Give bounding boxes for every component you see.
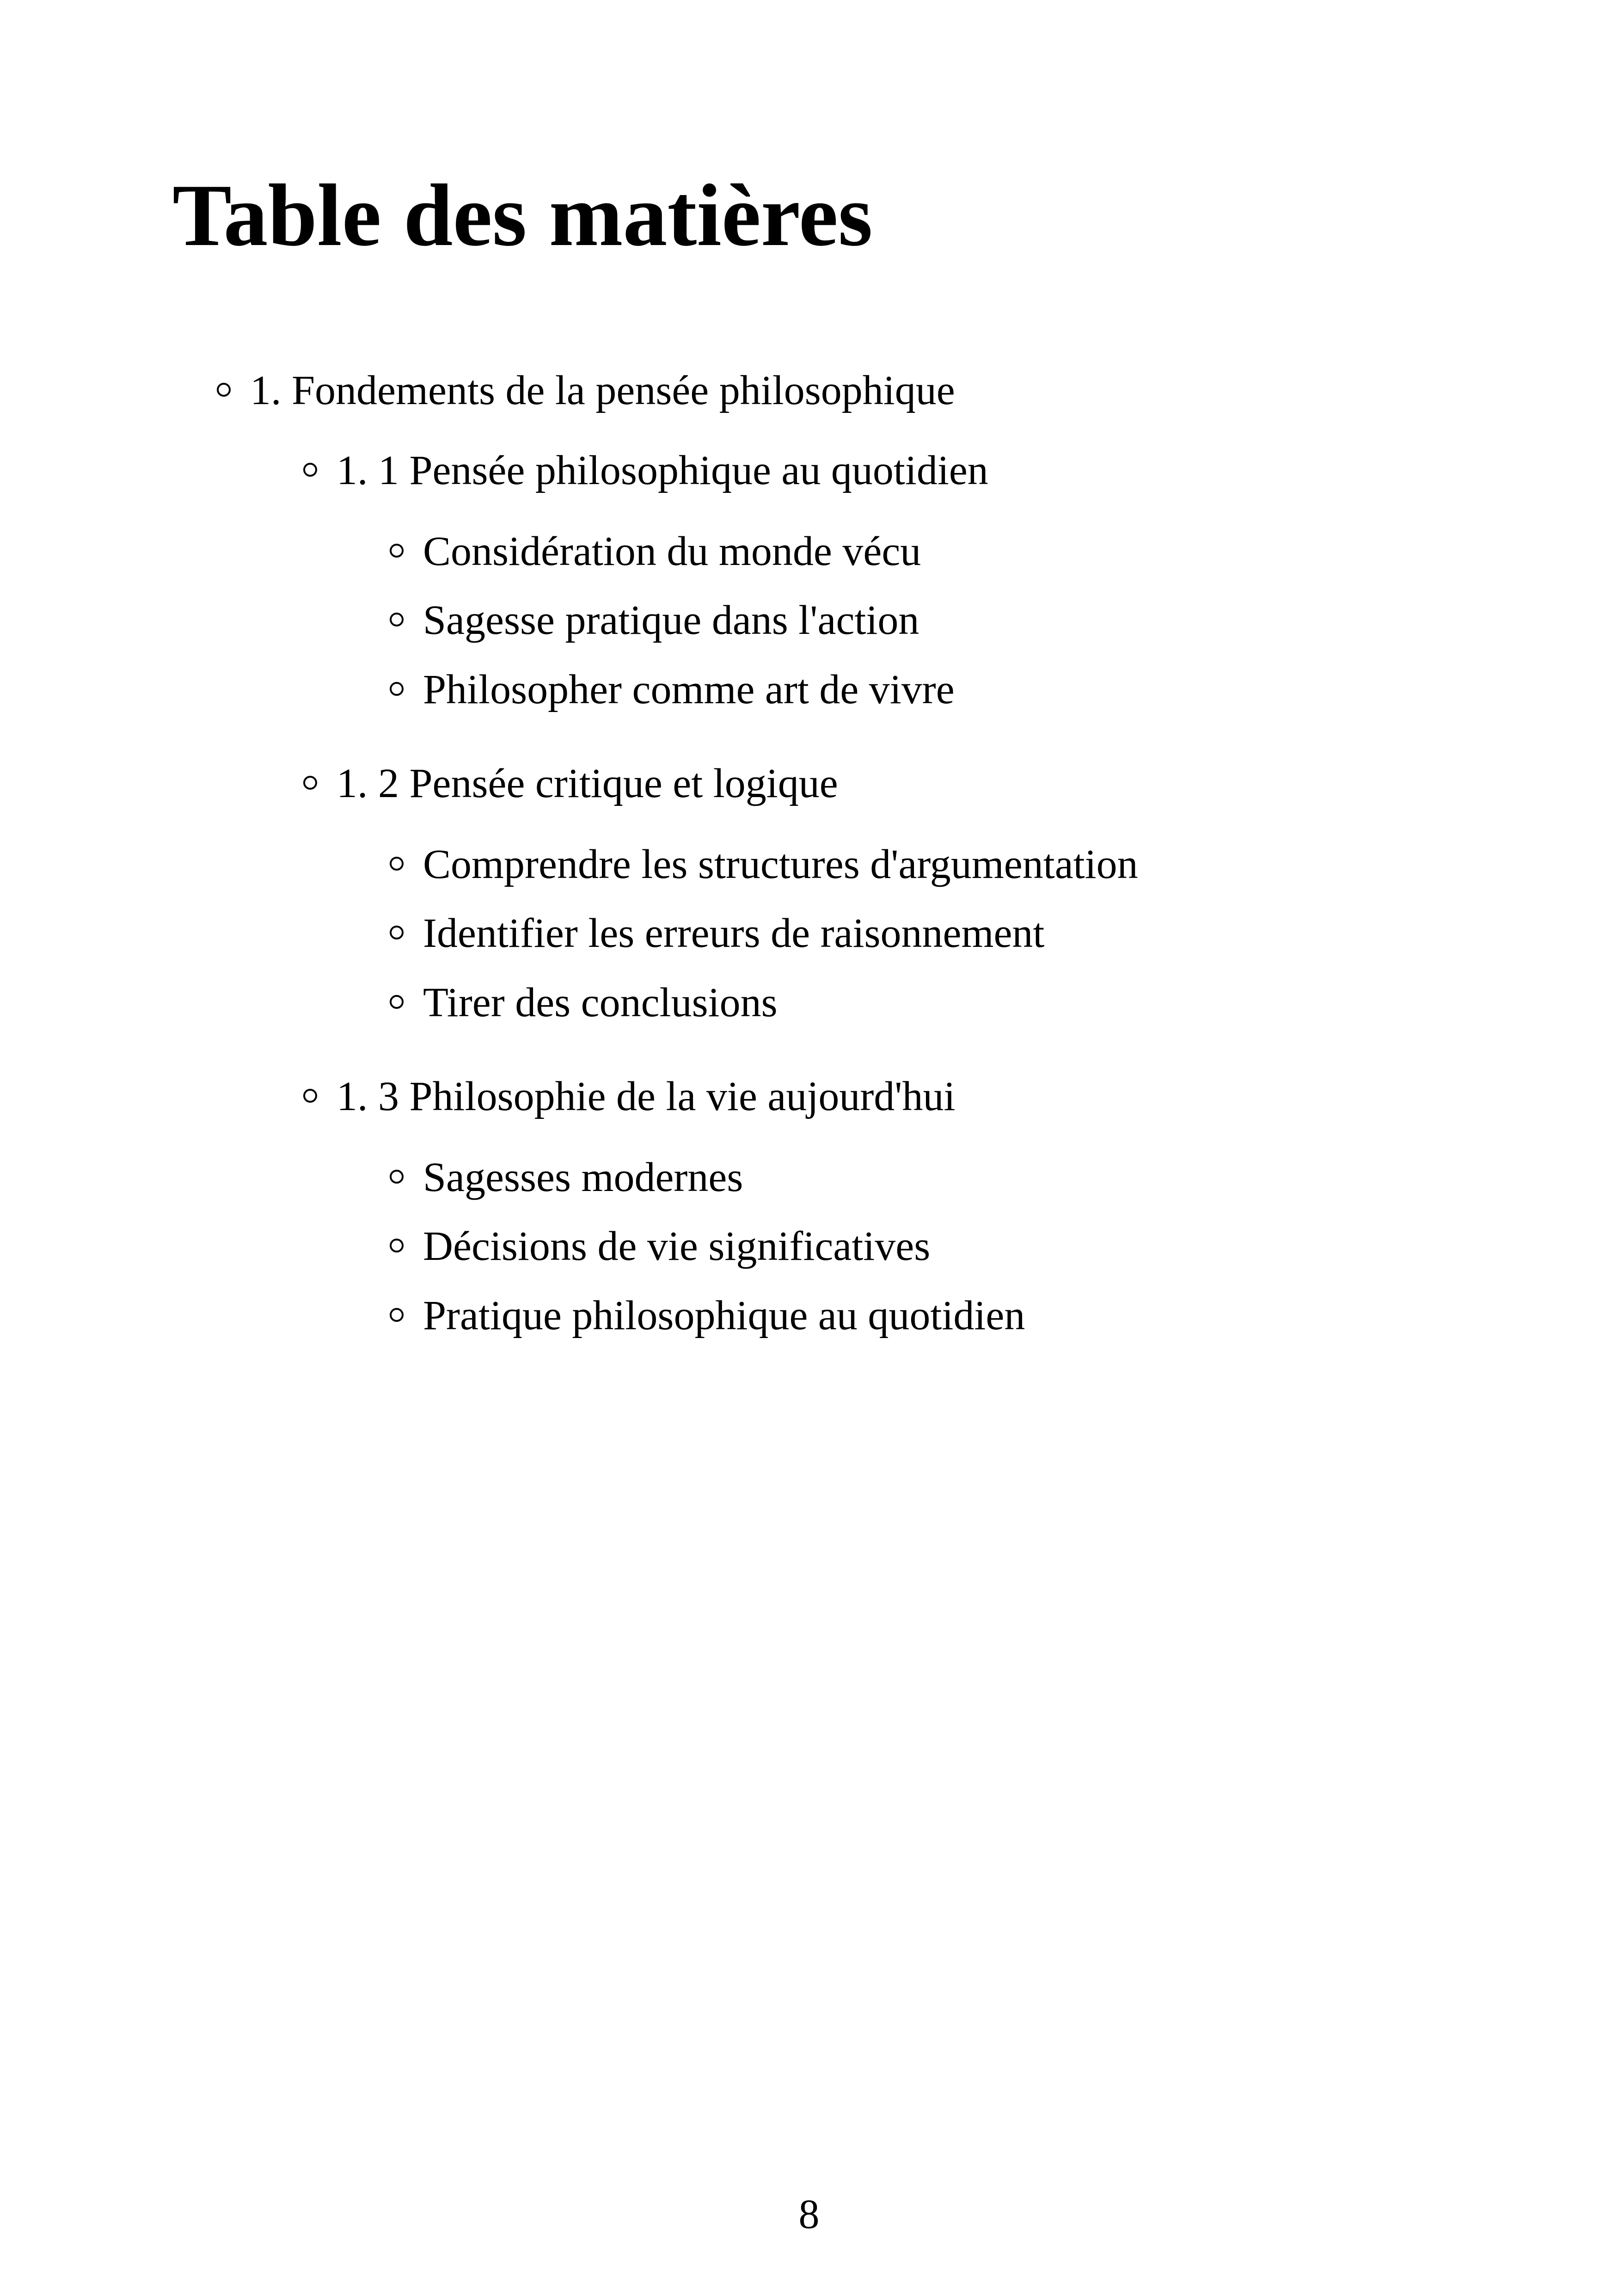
toc-item-label: Comprendre les structures d'argumentation	[423, 841, 1138, 887]
circle-bullet-icon	[390, 682, 404, 696]
toc-section-label: 1. 3 Philosophie de la vie aujourd'hui	[337, 1074, 956, 1119]
toc-section-1-2[interactable]	[303, 763, 838, 804]
toc-item[interactable]	[390, 597, 919, 643]
circle-bullet-icon	[303, 1089, 317, 1103]
toc-chapter-1[interactable]	[217, 370, 955, 411]
circle-bullet-icon	[217, 383, 231, 397]
toc-section-1-3[interactable]	[303, 1076, 956, 1117]
circle-bullet-icon	[390, 613, 404, 626]
page-number: 8	[798, 2192, 820, 2237]
toc-item[interactable]	[390, 841, 1138, 887]
toc-item-label: Tirer des conclusions	[423, 980, 778, 1025]
circle-bullet-icon	[303, 463, 317, 477]
toc-section-label: 1. 1 Pensée philosophique au quotidien	[337, 448, 988, 493]
toc-item-label: Pratique philosophique au quotidien	[423, 1293, 1025, 1338]
circle-bullet-icon	[390, 995, 404, 1009]
toc-chapter-label: 1. Fondements de la pensée philosophique	[250, 368, 955, 413]
toc-section-label: 1. 2 Pensée critique et logique	[337, 761, 838, 806]
toc-item[interactable]	[390, 982, 778, 1024]
toc-item-label: Sagesses modernes	[423, 1154, 743, 1200]
toc-item[interactable]	[390, 1223, 931, 1269]
toc-item[interactable]	[390, 1295, 1025, 1337]
toc-item-label: Sagesse pratique dans l'action	[423, 597, 919, 643]
page-title: Table des matières	[172, 166, 873, 264]
toc-section-1-1[interactable]	[303, 450, 988, 491]
circle-bullet-icon	[390, 1170, 404, 1184]
circle-bullet-icon	[390, 544, 404, 558]
circle-bullet-icon	[390, 857, 404, 871]
toc-item[interactable]	[390, 1154, 743, 1200]
toc-item-label: Considération du monde vécu	[423, 528, 921, 574]
circle-bullet-icon	[303, 776, 317, 790]
toc-item[interactable]	[390, 669, 955, 711]
circle-bullet-icon	[390, 1308, 404, 1322]
toc-item[interactable]	[390, 910, 1045, 956]
circle-bullet-icon	[390, 1239, 404, 1252]
circle-bullet-icon	[390, 926, 404, 939]
toc-item-label: Décisions de vie significatives	[423, 1223, 931, 1269]
toc-item-label: Identifier les erreurs de raisonnement	[423, 910, 1045, 956]
toc-item[interactable]	[390, 528, 921, 574]
toc-item-label: Philosopher comme art de vivre	[423, 667, 955, 712]
